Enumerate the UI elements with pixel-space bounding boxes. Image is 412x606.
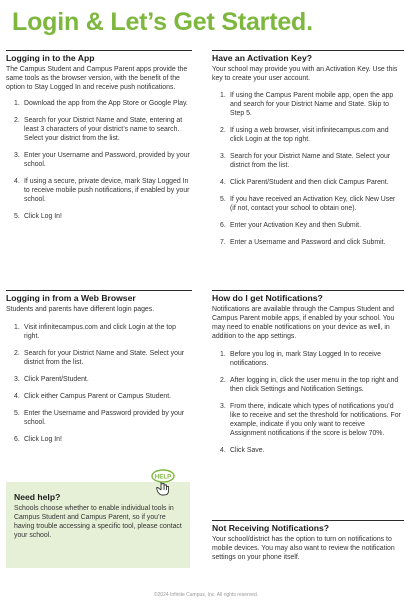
app-login-section bbox=[6, 50, 192, 221]
web-login-intro: Students and parents have different login pages. bbox=[6, 305, 155, 313]
activation-section bbox=[212, 50, 404, 247]
web-login-steps bbox=[6, 323, 192, 444]
list-item: 2. After logging in, click the user menu in the top right and then click Settings and Notification Settings. bbox=[220, 376, 399, 393]
list-item: 5. If you have received an Activation Key, click New User (if not, contact your school to obtain one). bbox=[220, 195, 396, 212]
notifications-section bbox=[212, 290, 404, 455]
list-item: 6. Enter your Activation Key and then Submit. bbox=[220, 221, 361, 229]
list-item: 2. Search for your District Name and State. Select your district from the list. bbox=[14, 349, 185, 366]
list-item: 5. Click Log In! bbox=[14, 212, 62, 220]
list-item: 3. Search for your District Name and State. Select your district from the list. bbox=[220, 152, 391, 169]
help-text: Schools choose whether to enable individual tools in Campus Student and Campus Parent, so if you’re having trouble accessing a specific tool, please contact your school. bbox=[14, 505, 182, 539]
list-item: 1. Download the app from the App Store or Google Play. bbox=[14, 99, 188, 107]
list-item: 1. Before you log in, mark Stay Logged In to receive notifications. bbox=[220, 350, 381, 367]
web-login-heading: Logging in from a Web Browser bbox=[6, 290, 192, 303]
activation-heading: Have an Activation Key? bbox=[212, 50, 404, 63]
activation-steps bbox=[212, 91, 404, 247]
list-item: 1. If using the Campus Parent mobile app, open the app and search for your District Name and State. Skip to Step 5. bbox=[220, 91, 394, 117]
list-item: 4. If using a secure, private device, mark Stay Logged In to receive mobile push notifications, if enabled by your school. bbox=[14, 177, 190, 203]
list-item: 7. Enter a Username and Password and click Submit. bbox=[220, 238, 386, 246]
not-receiving-section bbox=[212, 520, 404, 562]
app-login-steps bbox=[6, 99, 192, 221]
list-item: 5. Enter the Username and Password provided by your school. bbox=[14, 409, 185, 426]
list-item: 3. Click Parent/Student. bbox=[14, 375, 89, 383]
list-item: 4. Click Parent/Student and then click Campus Parent. bbox=[220, 178, 389, 186]
help-heading: Need help? bbox=[14, 492, 61, 502]
list-item: 3. Enter your Username and Password, provided by your school. bbox=[14, 151, 190, 168]
not-receiving-heading: Not Receiving Notifications? bbox=[212, 520, 404, 533]
help-badge-label: HELP bbox=[154, 473, 172, 481]
not-receiving-intro: Your school/district has the option to turn on notifications to mobile devices. You may also want to review the notification settings on your phone itself. bbox=[212, 535, 395, 561]
list-item: 2. Search for your District Name and State, entering at least 3 characters of your district’s name to search. Select your district from the list. bbox=[14, 116, 183, 142]
notifications-heading: How do I get Notifications? bbox=[212, 290, 404, 303]
list-item: 1. Visit infinitecampus.com and click Login at the top right. bbox=[14, 323, 176, 340]
web-login-section bbox=[6, 290, 192, 444]
footer-copyright: ©2024 Infinite Campus, Inc. All rights reserved. bbox=[153, 592, 259, 598]
page-title: Login & Let’s Get Started. bbox=[12, 8, 313, 36]
app-login-intro: The Campus Student and Campus Parent apps provide the same tools as the browser version, with the benefit of the option to Stay Logged In and receive push notifications. bbox=[6, 65, 188, 91]
help-hand-icon bbox=[147, 469, 179, 497]
notifications-intro: Notifications are available through the Campus Student and Campus Parent mobile apps, if enabled by your school. You may need to enable notifications on your device as well, in addition to the app settings. bbox=[212, 305, 395, 340]
list-item: 6. Click Log In! bbox=[14, 435, 62, 443]
list-item: 4. Click Save. bbox=[220, 446, 265, 454]
list-item: 2. If using a web browser, visit infinitecampus.com and click Login at the top right. bbox=[220, 126, 389, 143]
list-item: 3. From there, indicate which types of notifications you’d like to receive and set the threshold for notifications. For example, indicate if you only want to receive Assignment notifications if the score is below 70%. bbox=[220, 402, 401, 437]
list-item: 4. Click either Campus Parent or Campus Student. bbox=[14, 392, 172, 400]
app-login-heading: Logging in to the App bbox=[6, 50, 192, 63]
notifications-steps bbox=[212, 350, 404, 455]
activation-intro: Your school may provide you with an Activation Key. Use this key to create your user account. bbox=[212, 65, 398, 82]
